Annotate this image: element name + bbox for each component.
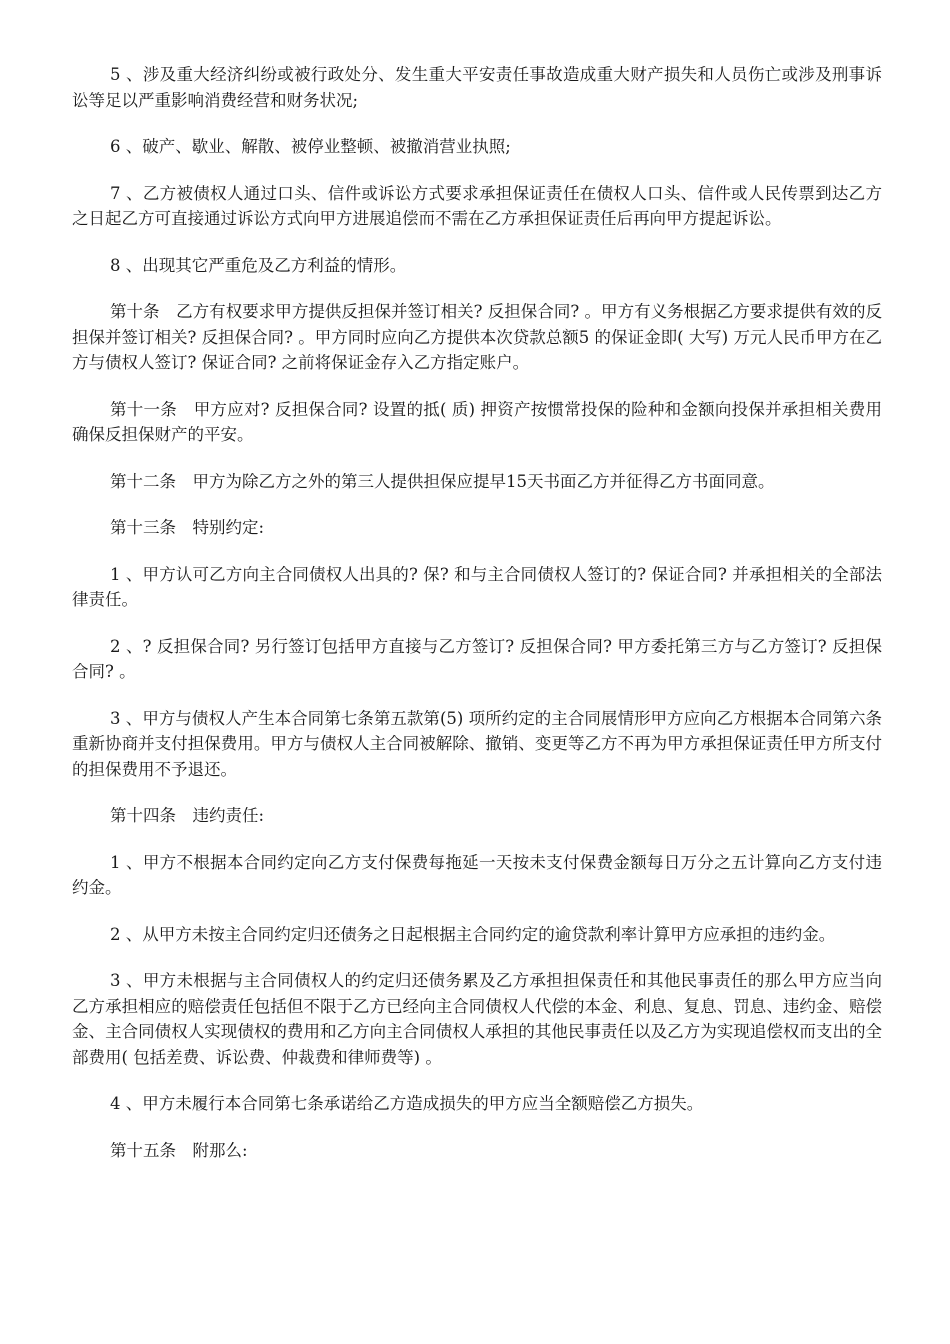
- clause-item-8: 8 、出现其它严重危及乙方利益的情形。: [110, 255, 407, 275]
- article-11: 第十一条 甲方应对? 反担保合同? 设置的抵( 质) 押资产按惯常投保的险种和金额向投保并承担相关费用确保反担保财产的平安。: [72, 399, 882, 444]
- article-13-item-1: 1 、甲方认可乙方向主合同债权人出具的? 保? 和与主合同债权人签订的? 保证合同? 并承担相关的全部法律责任。: [72, 564, 882, 609]
- article-13-item-2: 2 、? 反担保合同? 另行签订包括甲方直接与乙方签订? 反担保合同? 甲方委托第三方与乙方签订? 反担保合同? 。: [72, 636, 882, 681]
- article-14-item-4: 4 、甲方未履行本合同第七条承诺给乙方造成损失的甲方应当全额赔偿乙方损失。: [110, 1094, 704, 1113]
- document-page: [72, 62, 882, 1184]
- article-15-heading: 第十五条 附那么:: [110, 1140, 248, 1160]
- article-10: 第十条 乙方有权要求甲方提供反担保并签订相关? 反担保合同? 。甲方有义务根据乙方要求提供有效的反担保并签订相关? 反担保合同? 。甲方同时应向乙方提供本次贷款总额5 的保证金即( 大写) 万元人民币甲方在乙方与债权人签订? 保证合同? 之前将保证金存入乙方指定账户。: [72, 302, 882, 372]
- article-14-item-2: 2 、从甲方未按主合同约定归还债务之日起根据主合同约定的逾贷款利率计算甲方应承担的违约金。: [110, 924, 836, 944]
- article-13-heading: 第十三条 特别约定:: [110, 518, 265, 537]
- article-12: 第十二条 甲方为除乙方之外的第三人提供担保应提早15天书面乙方并征得乙方书面同意。: [110, 471, 775, 491]
- clause-item-7: 7 、乙方被债权人通过口头、信件或诉讼方式要求承担保证责任在债权人口头、信件或人民传票到达乙方之日起乙方可直接通过诉讼方式向甲方进展追偿而不需在乙方承担保证责任后再向甲方提起诉讼。: [72, 183, 882, 228]
- article-14-item-1: 1 、甲方不根据本合同约定向乙方支付保费每拖延一天按未支付保费金额每日万分之五计算向乙方支付违约金。: [72, 852, 882, 897]
- clause-item-6: 6 、破产、歇业、解散、被停业整顿、被撤消营业执照;: [110, 137, 511, 156]
- article-13-item-3: 3 、甲方与债权人产生本合同第七条第五款第(5) 项所约定的主合同展情形甲方应向乙方根据本合同第六条重新协商并支付担保费用。甲方与债权人主合同被解除、撤销、变更等乙方不再为甲方承担保证责任甲方所支付的担保费用不予退还。: [72, 708, 882, 779]
- article-14-heading: 第十四条 违约责任:: [110, 806, 265, 825]
- clause-item-5: 5 、涉及重大经济纠纷或被行政处分、发生重大平安责任事故造成重大财产损失和人员伤亡或涉及刑事诉讼等足以严重影响消费经营和财务状况;: [72, 65, 882, 110]
- article-14-item-3: 3 、甲方未根据与主合同债权人的约定归还债务累及乙方承担担保责任和其他民事责任的那么甲方应当向乙方承担相应的赔偿责任包括但不限于乙方已经向主合同债权人代偿的本金、利息、复息、罚息、违约金、赔偿金、主合同债权人实现债权的费用和乙方向主合同债权人承担的其他民事责任以及乙方为实现追偿权而支出的全部费用( 包括差费、诉讼费、仲裁费和律师费等) 。: [72, 971, 882, 1067]
